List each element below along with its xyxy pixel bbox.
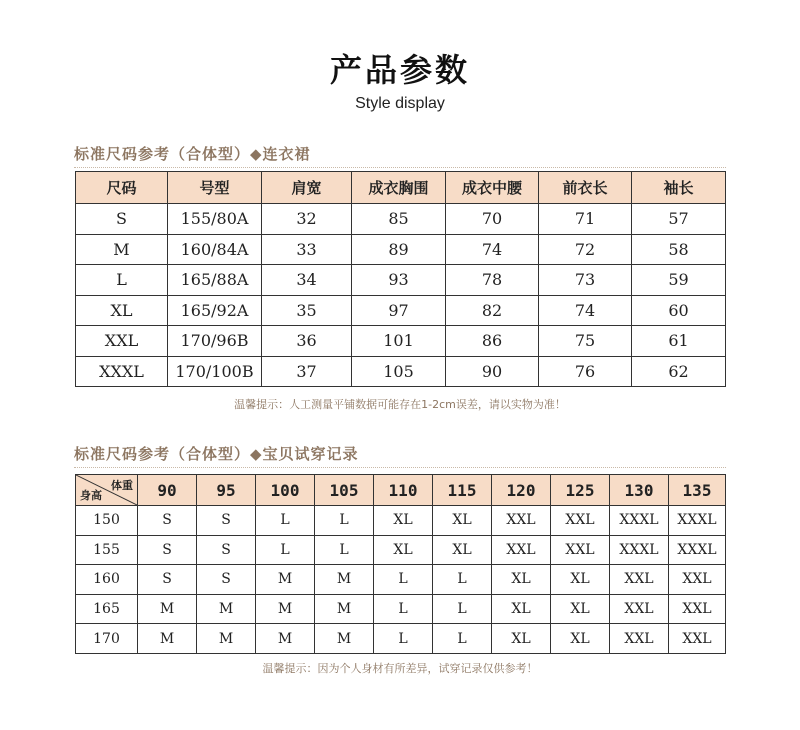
table-cell: 32 <box>262 204 352 235</box>
table-cell: 35 <box>262 295 352 326</box>
corner-cell <box>76 475 138 506</box>
table-cell: 74 <box>539 295 632 326</box>
table-row <box>76 356 726 387</box>
table-cell: 97 <box>352 295 446 326</box>
fit-record-note: 温馨提示：因为个人身材有所差异，试穿记录仅供参考！ <box>262 662 538 675</box>
table-cell: XL <box>551 565 610 595</box>
table-cell: 160/84A <box>168 234 262 265</box>
table-cell: S <box>138 565 197 595</box>
table-cell: XXXL <box>610 535 669 565</box>
table-row <box>76 535 726 565</box>
fit-record-header-row <box>76 475 726 506</box>
table-row <box>76 624 726 654</box>
table-cell: 76 <box>539 356 632 387</box>
table-cell: 75 <box>539 326 632 357</box>
table-cell: M <box>138 594 197 624</box>
height-cell: 160 <box>76 565 138 595</box>
table-cell: XXL <box>551 535 610 565</box>
table-cell: L <box>433 565 492 595</box>
weight-header: 115 <box>433 475 492 506</box>
table-cell: M <box>197 624 256 654</box>
table-cell: 93 <box>352 265 446 296</box>
table-cell: 57 <box>632 204 726 235</box>
column-header: 尺码 <box>76 172 168 204</box>
table-cell: L <box>433 594 492 624</box>
column-header: 成衣胸围 <box>352 172 446 204</box>
table-cell: 59 <box>632 265 726 296</box>
weight-header: 125 <box>551 475 610 506</box>
size-chart-note: 温馨提示：人工测量平铺数据可能存在1-2cm误差，请以实物为准！ <box>234 398 566 411</box>
table-cell: XXXL <box>669 535 726 565</box>
table-cell: 58 <box>632 234 726 265</box>
dotted-divider <box>74 467 726 468</box>
height-cell: 155 <box>76 535 138 565</box>
table-row <box>76 506 726 536</box>
table-cell: 61 <box>632 326 726 357</box>
table-cell: XXXL <box>610 506 669 536</box>
table-cell: S <box>197 535 256 565</box>
weight-header: 100 <box>256 475 315 506</box>
table-cell: L <box>374 565 433 595</box>
table-cell: 90 <box>446 356 539 387</box>
fit-record-table <box>75 474 726 654</box>
size-chart-header-row <box>76 172 726 204</box>
table-cell: 85 <box>352 204 446 235</box>
table-cell: XXL <box>669 565 726 595</box>
table-cell: 70 <box>446 204 539 235</box>
table-cell: 170/96B <box>168 326 262 357</box>
table-cell: XL <box>76 295 168 326</box>
table-cell: 105 <box>352 356 446 387</box>
weight-header: 95 <box>197 475 256 506</box>
weight-header: 130 <box>610 475 669 506</box>
table-cell: S <box>197 565 256 595</box>
table-cell: XL <box>492 624 551 654</box>
table-cell: 86 <box>446 326 539 357</box>
page-subtitle: Style display <box>355 95 445 112</box>
table-cell: XXL <box>610 624 669 654</box>
table-cell: XL <box>433 506 492 536</box>
table-cell: 62 <box>632 356 726 387</box>
table-cell: S <box>138 535 197 565</box>
table-cell: XXL <box>669 594 726 624</box>
table-cell: 170/100B <box>168 356 262 387</box>
table-cell: XL <box>374 506 433 536</box>
table-cell: 71 <box>539 204 632 235</box>
table-cell: XL <box>433 535 492 565</box>
table-row <box>76 265 726 296</box>
fit-record-heading: 标准尺码参考（合体型）◆宝贝试穿记录 <box>74 445 359 463</box>
table-row <box>76 594 726 624</box>
table-cell: XXXL <box>669 506 726 536</box>
table-cell: 155/80A <box>168 204 262 235</box>
column-header: 肩宽 <box>262 172 352 204</box>
height-cell: 165 <box>76 594 138 624</box>
height-cell: 150 <box>76 506 138 536</box>
table-cell: XXL <box>610 594 669 624</box>
table-cell: 89 <box>352 234 446 265</box>
size-chart-heading: 标准尺码参考（合体型）◆连衣裙 <box>74 145 311 163</box>
table-cell: M <box>76 234 168 265</box>
table-cell: XXXL <box>76 356 168 387</box>
table-cell: M <box>138 624 197 654</box>
table-row <box>76 326 726 357</box>
table-cell: L <box>315 506 374 536</box>
weight-header: 135 <box>669 475 726 506</box>
table-cell: XXL <box>669 624 726 654</box>
weight-header: 105 <box>315 475 374 506</box>
table-cell: 37 <box>262 356 352 387</box>
table-cell: S <box>76 204 168 235</box>
table-cell: XXL <box>76 326 168 357</box>
table-row <box>76 234 726 265</box>
table-cell: 78 <box>446 265 539 296</box>
table-row <box>76 565 726 595</box>
table-cell: M <box>256 565 315 595</box>
table-cell: XXL <box>492 506 551 536</box>
table-cell: M <box>256 594 315 624</box>
table-cell: XL <box>492 565 551 595</box>
table-cell: L <box>433 624 492 654</box>
table-cell: L <box>374 624 433 654</box>
size-chart-table <box>75 171 726 387</box>
table-cell: 34 <box>262 265 352 296</box>
table-row <box>76 204 726 235</box>
table-cell: L <box>256 535 315 565</box>
height-label: 身高 <box>80 489 102 502</box>
table-cell: 74 <box>446 234 539 265</box>
weight-header: 120 <box>492 475 551 506</box>
table-cell: L <box>76 265 168 296</box>
table-cell: S <box>138 506 197 536</box>
table-cell: XXL <box>551 506 610 536</box>
table-cell: XXL <box>492 535 551 565</box>
table-cell: 165/92A <box>168 295 262 326</box>
column-header: 号型 <box>168 172 262 204</box>
table-cell: 82 <box>446 295 539 326</box>
table-cell: XXL <box>610 565 669 595</box>
table-cell: M <box>197 594 256 624</box>
table-row <box>76 295 726 326</box>
table-cell: M <box>315 594 374 624</box>
column-header: 成衣中腰 <box>446 172 539 204</box>
table-cell: L <box>374 594 433 624</box>
table-cell: S <box>197 506 256 536</box>
column-header: 袖长 <box>632 172 726 204</box>
table-cell: L <box>315 535 374 565</box>
table-cell: XL <box>492 594 551 624</box>
page-title: 产品参数 <box>329 51 470 89</box>
weight-label: 体重 <box>111 479 133 492</box>
table-cell: 33 <box>262 234 352 265</box>
table-cell: 165/88A <box>168 265 262 296</box>
height-cell: 170 <box>76 624 138 654</box>
table-cell: M <box>256 624 315 654</box>
dotted-divider <box>74 167 726 168</box>
table-cell: M <box>315 624 374 654</box>
column-header: 前衣长 <box>539 172 632 204</box>
table-cell: XL <box>374 535 433 565</box>
table-cell: XL <box>551 594 610 624</box>
table-cell: XL <box>551 624 610 654</box>
table-cell: L <box>256 506 315 536</box>
table-cell: M <box>315 565 374 595</box>
weight-header: 110 <box>374 475 433 506</box>
table-cell: 36 <box>262 326 352 357</box>
weight-header: 90 <box>138 475 197 506</box>
table-cell: 60 <box>632 295 726 326</box>
table-cell: 101 <box>352 326 446 357</box>
table-cell: 72 <box>539 234 632 265</box>
table-cell: 73 <box>539 265 632 296</box>
